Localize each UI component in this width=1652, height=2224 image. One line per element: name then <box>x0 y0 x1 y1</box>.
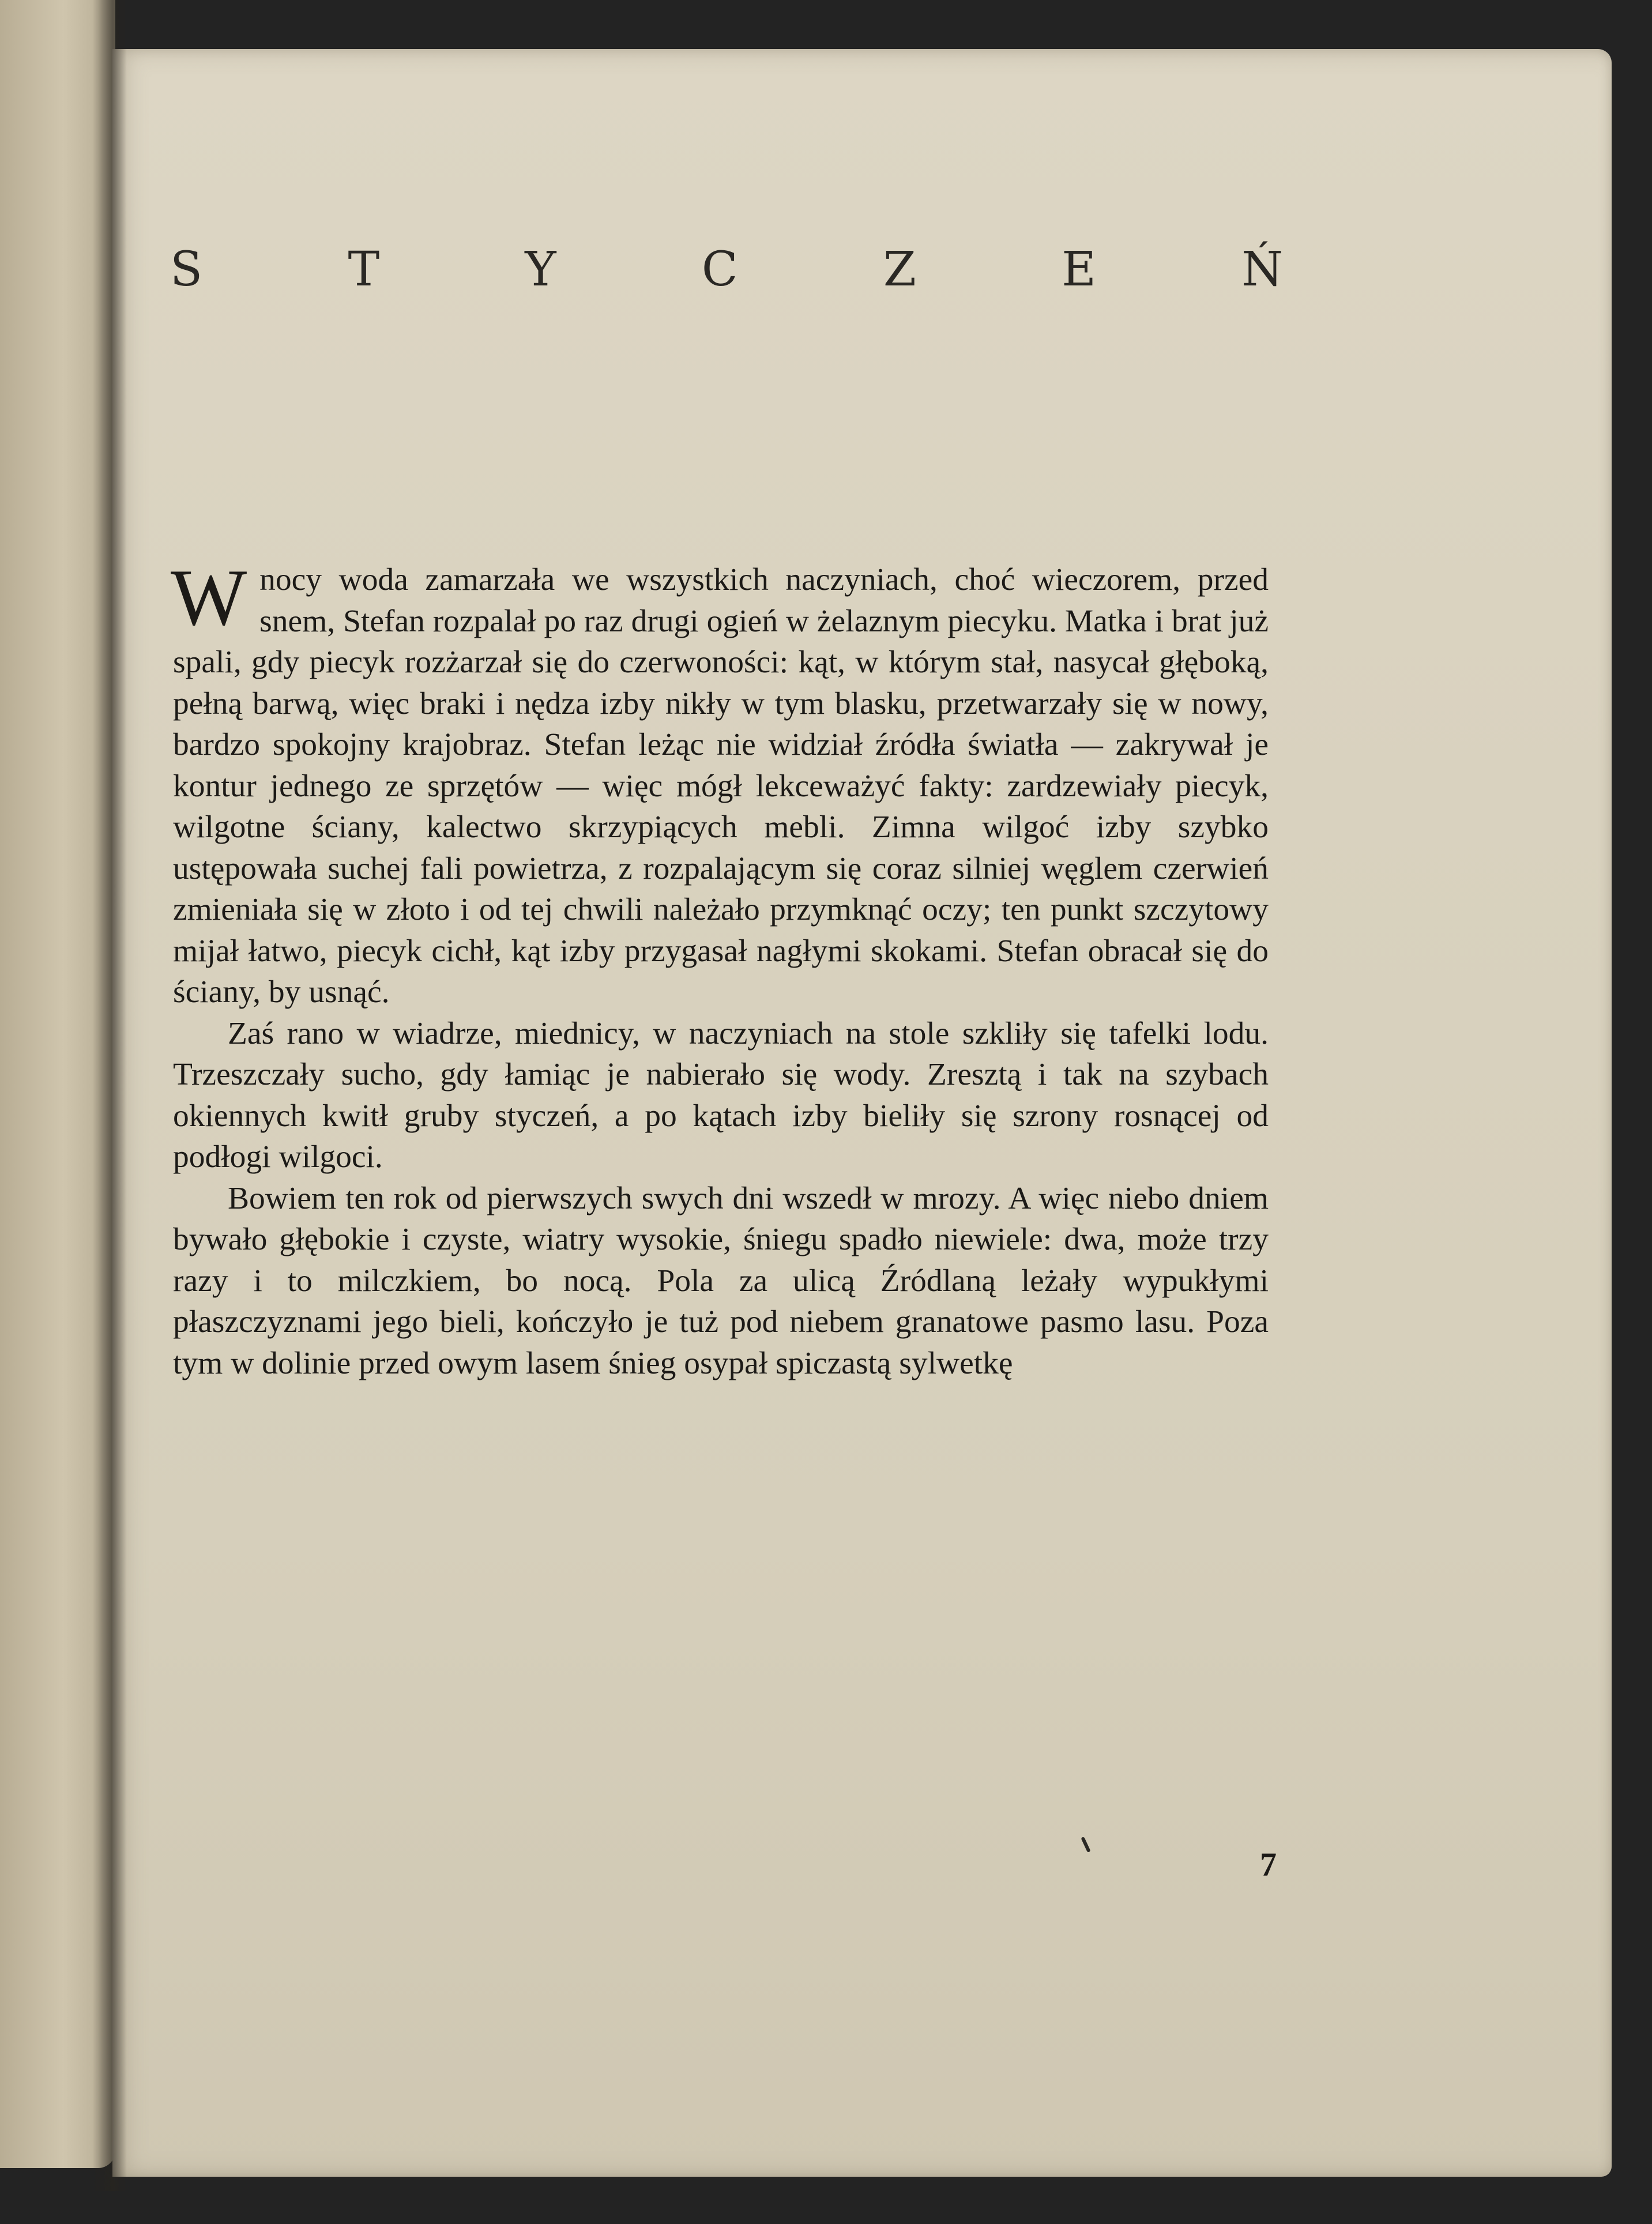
body-text <box>171 553 1269 1384</box>
title-letter: S <box>170 242 203 297</box>
paragraph: Zaś rano w wiadrze, miednicy, w naczyniach na stole szkliły się tafelki lodu. Trzeszczały sucho, gdy łamiąc je nabierało się wody. Zresztą i tak na szybach okiennych kwitł gruby styczeń, a po kątach izby bieliły się szrony rosnącej od podłogi wilgoci. <box>173 1015 1269 1175</box>
page-number: 7 <box>1260 1846 1277 1883</box>
title-letter: C <box>701 242 738 297</box>
book-gutter <box>92 0 127 2191</box>
chapter-title <box>170 242 1283 297</box>
paragraph-text: nocy woda zamarzała we wszystkich naczyniach, choć wieczorem, przed snem, Stefan rozpalał po raz drugi ogień w żelaznym piecyku. Matka i brat już spali, gdy piecyk rozżarzał się do czerwoności: kąt, w którym stał, nasycał głęboką, pełną barwą, więc braki i nędza izby nikły w tym blasku, przetwarzały się w nowy, bardzo spokojny krajobraz. Stefan leżąc nie widział źródła światła — zakrywał je kontur jednego ze sprzętów — więc mógł lekceważyć fakty: zardzewiały piecyk, wilgotne ściany, kalectwo skrzypiących mebli. Zimna wilgoć izby szybko ustępowała suchej fali powietrza, z rozpalającym się coraz silniej węglem czerwień zmieniała się w złoto i od tej chwili należało przymknąć oczy; ten punkt szczytowy mijał łatwo, piecyk cichł, kąt izby przygasał nagłymi skokami. Stefan obracał się do ściany, by usnąć. <box>173 562 1269 1010</box>
drop-cap: W <box>171 553 247 642</box>
paragraph <box>171 553 1269 1013</box>
title-letter: Ń <box>1241 242 1283 297</box>
title-letter: E <box>1062 242 1096 297</box>
paragraph: Bowiem ten rok od pierwszych swych dni wszedł w mrozy. A więc niebo dniem bywało głębokie i czyste, wiatry wysokie, śniegu spadło niewiele: dwa, może trzy razy i to milczkiem, bo nocą. Pola za ulicą Źródlaną leżały wypukłymi płaszczyznami jego bieli, kończyło je tuż pod niebem granatowe pasmo lasu. Poza tym w dolinie przed owym lasem śnieg osypał spiczastą sylwetkę <box>173 1180 1269 1381</box>
title-letter: Z <box>883 242 916 297</box>
title-letter: T <box>348 242 380 297</box>
title-letter: Y <box>525 242 556 297</box>
